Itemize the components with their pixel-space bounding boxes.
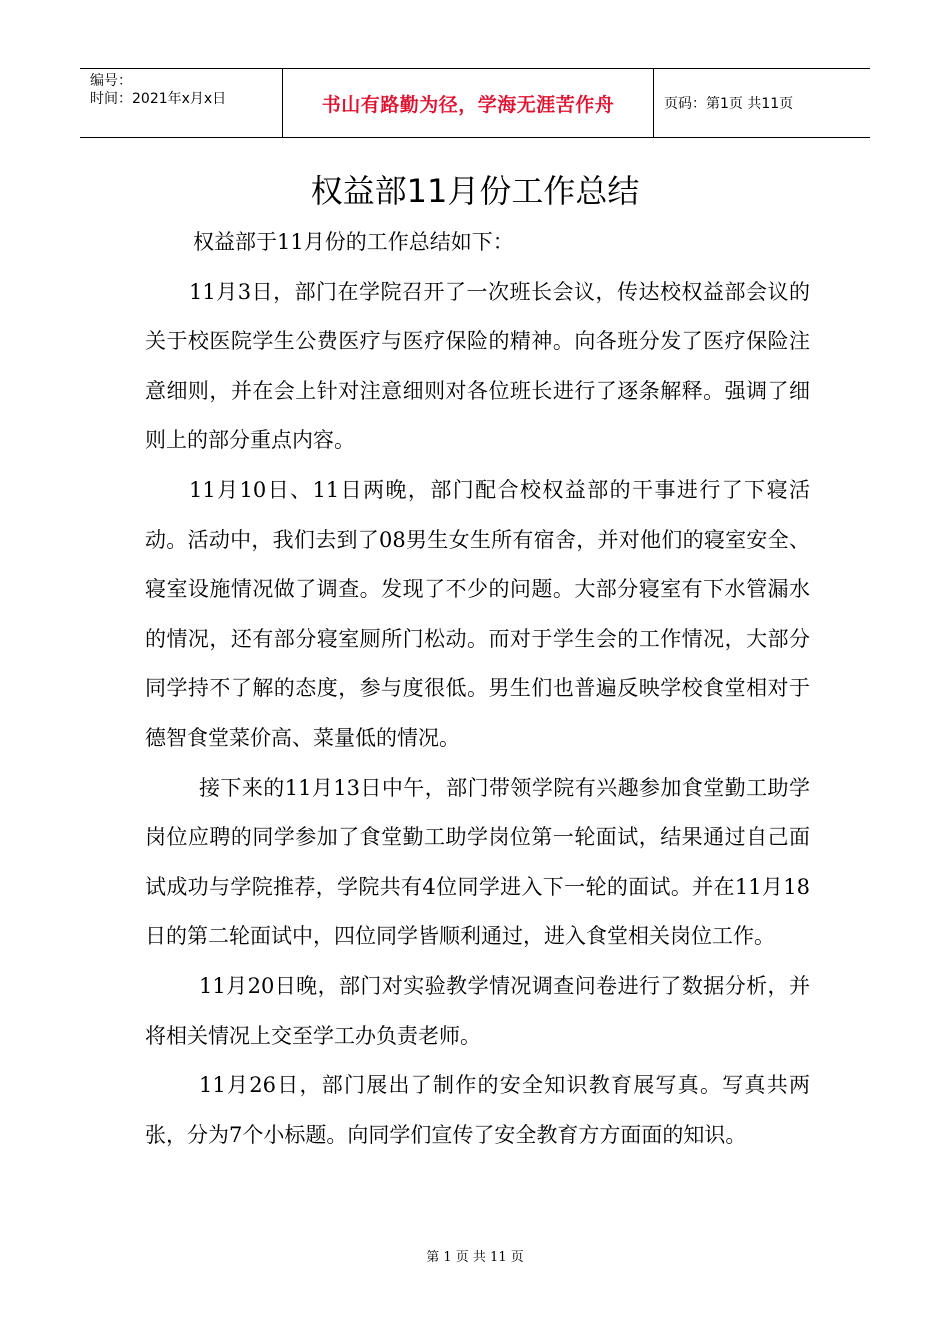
page-header (80, 68, 870, 138)
document-body (145, 218, 810, 1160)
paragraph-intro: 权益部于11月份的工作总结如下： (193, 230, 514, 254)
paragraph: 接下来的11月13日中午，部门带领学院有兴趣参加食堂勤工助学岗位应聘的同学参加了食堂勤工助学岗位第一轮面试，结果通过自己面试成功与学院推荐，学院共有4位同学进入下一轮的面试。并在11月18日的第二轮面试中，四位同学皆顺利通过，进入食堂相关岗位工作。 (145, 775, 810, 949)
page-footer: 第 1 页 共 11 页 (426, 1250, 524, 1265)
header-meta (80, 69, 282, 137)
document-number-label: 编号： (90, 73, 132, 89)
paragraph: 11月10日、11日两晚，部门配合校权益部的干事进行了下寝活动。活动中，我们去到了08男生女生所有宿舍，并对他们的寝室安全、寝室设施情况做了调查。发现了不少的问题。大部分寝室有下水管漏水的情况，还有部分寝室厕所门松动。而对于学生会的工作情况，大部分同学持不了解的态度，参与度很低。男生们也普遍反映学校食堂相对于德智食堂菜价高、菜量低的情况。 (145, 477, 810, 750)
header-motto-cell (282, 69, 654, 137)
document-title: 权益部11月份工作总结 (310, 172, 640, 210)
paragraph: 11月26日，部门展出了制作的安全知识教育展写真。写真共两张，分为7个小标题。向同学们宣传了安全教育方方面面的知识。 (145, 1073, 810, 1147)
paragraph: 11月3日，部门在学院召开了一次班长会议，传达校权益部会议的关于校医院学生公费医疗与医疗保险的精神。向各班分发了医疗保险注意细则，并在会上针对注意细则对各位班长进行了逐条解释。强调了细则上的部分重点内容。 (145, 279, 810, 453)
paragraph: 11月20日晚，部门对实验教学情况调查问卷进行了数据分析，并将相关情况上交至学工办负责老师。 (145, 973, 810, 1048)
header-page-label: 页码：第1页 共11页 (664, 96, 794, 112)
document-date-label: 时间：2021年x月x日 (90, 91, 227, 107)
header-page-cell (654, 69, 870, 137)
header-motto: 书山有路勤为径，学海无涯苦作舟 (321, 93, 615, 116)
